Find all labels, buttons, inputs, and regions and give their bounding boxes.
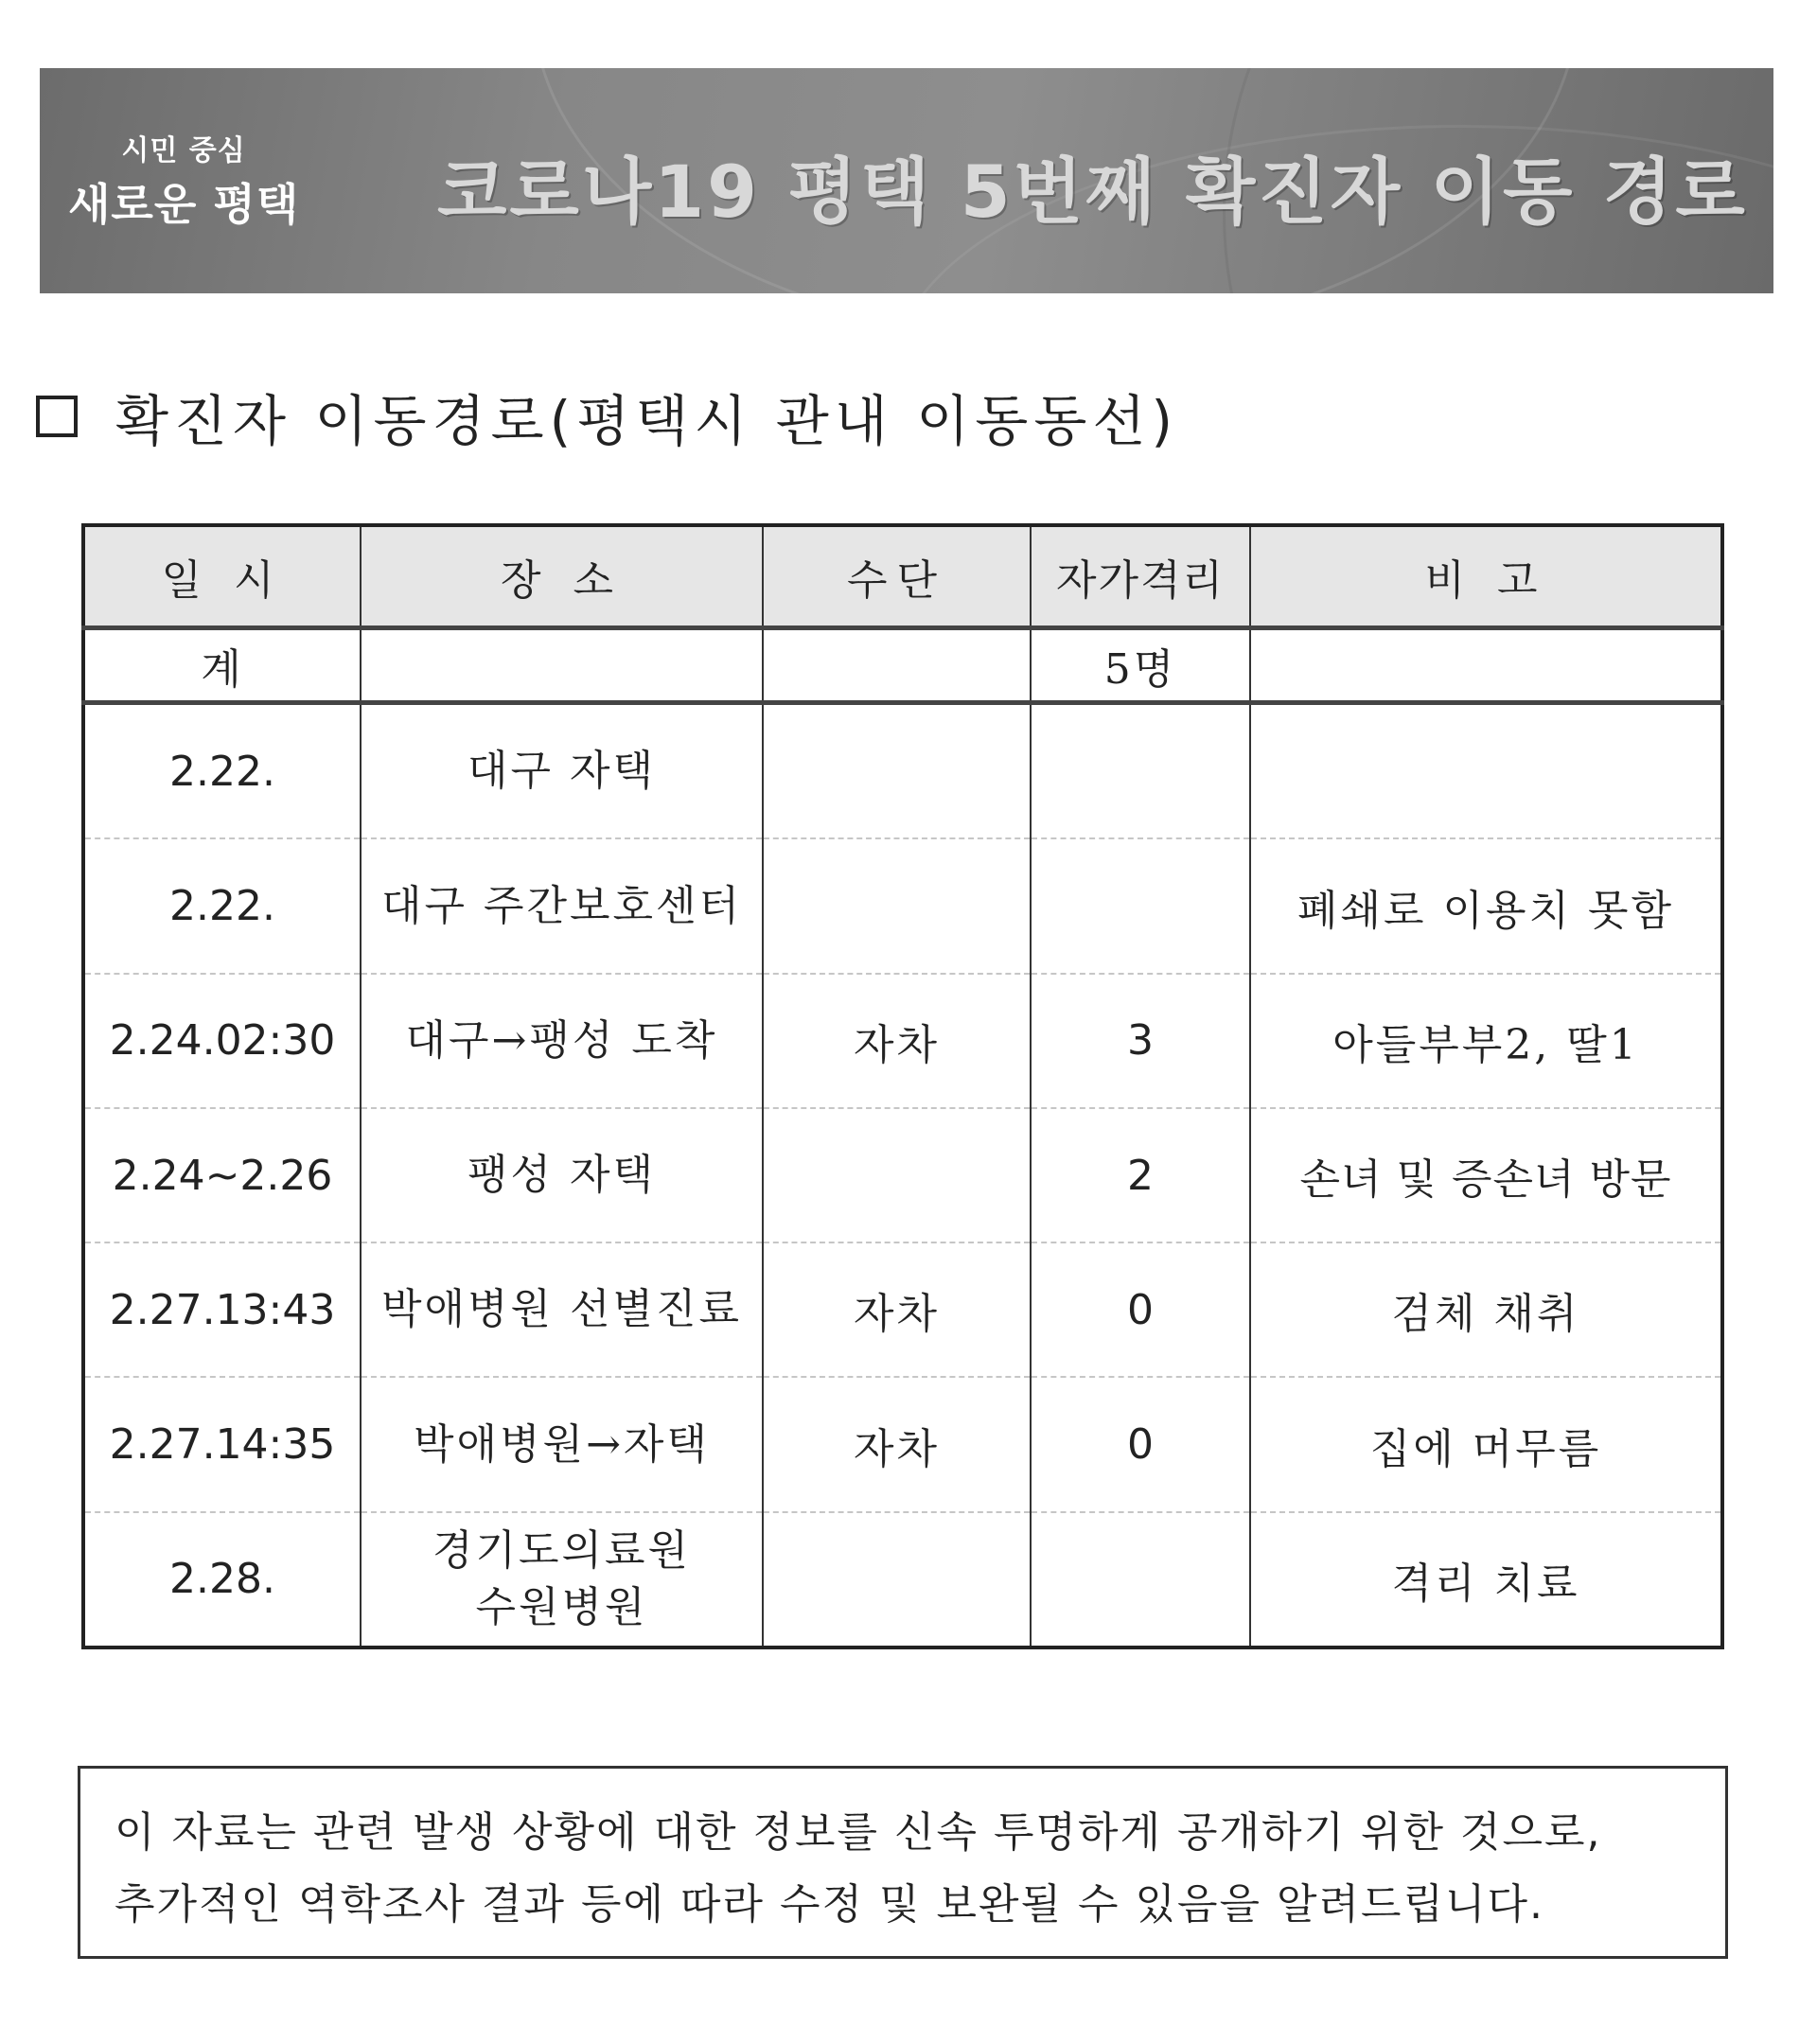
table-row — [83, 1242, 1722, 1377]
cell-self-quarantine: 2 — [1031, 1108, 1250, 1242]
cell-note: 격리 치료 — [1250, 1512, 1722, 1648]
total-place — [361, 628, 763, 703]
cell-transport — [763, 838, 1031, 973]
place-line: 대구 주간보호센터 — [380, 881, 743, 930]
cell-self-quarantine: 0 — [1031, 1242, 1250, 1377]
cell-datetime: 2.27.13:43 — [83, 1242, 361, 1377]
place-line: 수원병원 — [475, 1582, 648, 1631]
disclaimer-notice — [78, 1766, 1728, 1959]
cell-note: 검체 채취 — [1250, 1242, 1722, 1377]
place-line: 팽성 자택 — [467, 1151, 656, 1200]
header-place: 장 소 — [361, 525, 763, 628]
cell-self-quarantine: 3 — [1031, 974, 1250, 1108]
place-line: 경기도의료원 — [432, 1525, 692, 1575]
table-row — [83, 1108, 1722, 1242]
header-transport: 수단 — [763, 525, 1031, 628]
table-row — [83, 1377, 1722, 1511]
cell-note: 아들부부2, 딸1 — [1250, 974, 1722, 1108]
cell-datetime: 2.24~2.26 — [83, 1108, 361, 1242]
cell-place — [361, 703, 763, 839]
place-line: 대구→팽성 도착 — [405, 1015, 718, 1065]
logo-slogan-small: 시민 중심 — [121, 134, 246, 167]
place-line: 박애병원 선별진료 — [380, 1285, 743, 1334]
total-self-quarantine: 5명 — [1031, 628, 1250, 703]
total-note — [1250, 628, 1722, 703]
city-logo — [68, 127, 299, 233]
cell-datetime: 2.24.02:30 — [83, 974, 361, 1108]
notice-line: 추가적인 역학조사 결과 등에 따라 수정 및 보완될 수 있음을 알려드립니다. — [115, 1880, 1544, 1929]
table-header-row — [83, 525, 1722, 628]
header-note: 비 고 — [1250, 525, 1722, 628]
cell-self-quarantine — [1031, 838, 1250, 973]
cell-self-quarantine: 0 — [1031, 1377, 1250, 1511]
cell-datetime: 2.22. — [83, 703, 361, 839]
cell-note: 폐쇄로 이용치 못함 — [1250, 838, 1722, 973]
cell-place — [361, 1512, 763, 1648]
cell-note: 집에 머무름 — [1250, 1377, 1722, 1511]
total-label: 계 — [83, 628, 361, 703]
cell-transport: 자차 — [763, 1377, 1031, 1511]
banner-title: 코로나19 평택 5번째 확진자 이동 경로 — [437, 150, 1748, 234]
table-row — [83, 838, 1722, 973]
cell-place — [361, 1108, 763, 1242]
cell-note: 손녀 및 증손녀 방문 — [1250, 1108, 1722, 1242]
section-heading-text: 확진자 이동경로(평택시 관내 이동동선) — [115, 389, 1179, 453]
cell-transport — [763, 1108, 1031, 1242]
cell-datetime: 2.28. — [83, 1512, 361, 1648]
cell-transport — [763, 1512, 1031, 1648]
cell-datetime: 2.22. — [83, 838, 361, 973]
cell-self-quarantine — [1031, 1512, 1250, 1648]
square-bullet-icon — [36, 396, 78, 437]
logo-slogan-big: 새로운 평택 — [68, 179, 300, 230]
header-self-quarantine: 자가격리 — [1031, 525, 1250, 628]
cell-transport — [763, 703, 1031, 839]
cell-place — [361, 1377, 763, 1511]
cell-datetime: 2.27.14:35 — [83, 1377, 361, 1511]
table-row — [83, 974, 1722, 1108]
total-transport — [763, 628, 1031, 703]
table-row — [83, 703, 1722, 839]
total-row — [83, 628, 1722, 703]
header-datetime: 일 시 — [83, 525, 361, 628]
place-line: 대구 자택 — [467, 747, 656, 796]
route-table — [81, 523, 1724, 1649]
place-line: 박애병원→자택 — [414, 1419, 710, 1469]
cell-self-quarantine — [1031, 703, 1250, 839]
header-banner — [40, 68, 1773, 293]
cell-place — [361, 1242, 763, 1377]
cell-place — [361, 838, 763, 973]
cell-transport: 자차 — [763, 974, 1031, 1108]
cell-place — [361, 974, 763, 1108]
table-row — [83, 1512, 1722, 1648]
cell-transport: 자차 — [763, 1242, 1031, 1377]
section-heading — [36, 377, 1178, 456]
notice-line: 이 자료는 관련 발생 상황에 대한 정보를 신속 투명하게 공개하기 위한 것으로, — [115, 1808, 1602, 1857]
cell-note — [1250, 703, 1722, 839]
